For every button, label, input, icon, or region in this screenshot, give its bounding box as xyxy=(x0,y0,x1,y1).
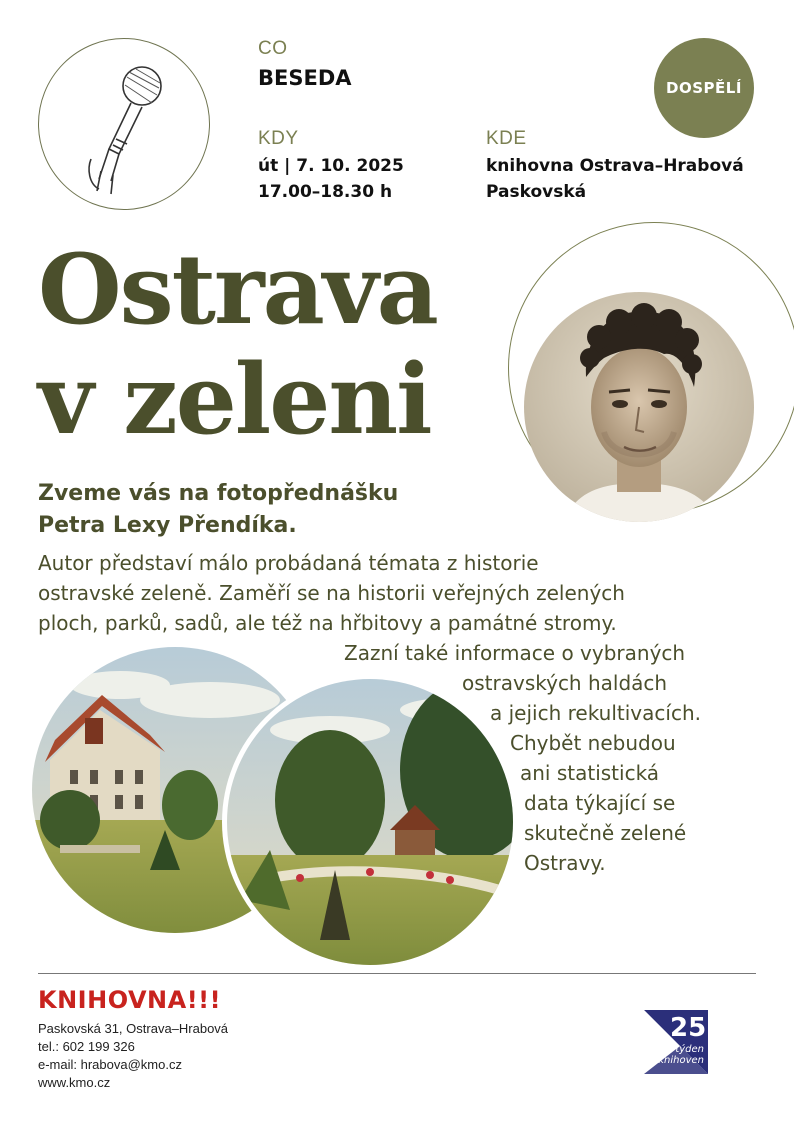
library-brand: KNIHOVNA!!! xyxy=(38,986,222,1014)
logo-number: 25 xyxy=(670,1013,707,1043)
historic-photos xyxy=(30,640,520,970)
intro-line-2: Petra Lexy Přendíka. xyxy=(38,513,297,538)
description-line-8: ani statistická xyxy=(520,761,660,785)
title-line-2: v zeleni xyxy=(38,343,431,456)
description-line-10: skutečně zelené xyxy=(524,821,687,845)
what-value: BESEDA xyxy=(258,66,352,90)
footer-phone: tel.: 602 199 326 xyxy=(38,1039,135,1054)
where-label: KDE xyxy=(486,128,527,149)
footer-email[interactable]: e-mail: hrabova@kmo.cz xyxy=(38,1057,182,1072)
description-line-6: a jejich rekultivacích. xyxy=(490,701,701,725)
when-time: 17.00–18.30 h xyxy=(258,182,393,202)
description-line-4: Zazní také informace o vybraných xyxy=(344,641,686,665)
where-street: Paskovská xyxy=(486,182,587,202)
microphone-badge xyxy=(38,38,210,210)
description-line-7: Chybět nebudou xyxy=(510,731,676,755)
description-line-2: ostravské zeleně. Zaměří se na historii veřejných zelených xyxy=(38,581,625,605)
speaker-portrait xyxy=(524,292,754,522)
what-label: CO xyxy=(258,38,288,59)
when-label: KDY xyxy=(258,128,299,149)
intro-text xyxy=(38,478,398,542)
description-line-9: data týkající se xyxy=(524,791,676,815)
description-line-1: Autor představí málo probádaná témata z historie xyxy=(38,551,539,575)
footer-website[interactable]: www.kmo.cz xyxy=(38,1075,111,1090)
logo-text-line-2: knihoven xyxy=(658,1055,704,1066)
description-line-5: ostravských haldách xyxy=(462,671,668,695)
footer-divider xyxy=(38,973,756,974)
week-of-libraries-logo xyxy=(644,1010,708,1074)
when-date: út | 7. 10. 2025 xyxy=(258,156,404,176)
logo-text-line-1: týden xyxy=(675,1044,704,1055)
footer-address: Paskovská 31, Ostrava–Hrabová xyxy=(38,1021,229,1036)
microphone-icon xyxy=(39,39,209,209)
audience-badge: DOSPĚLÍ xyxy=(654,38,754,138)
where-venue: knihovna Ostrava–Hrabová xyxy=(486,156,744,176)
description-line-11: Ostravy. xyxy=(524,851,606,875)
description-line-3: ploch, parků, sadů, ale též na hřbitovy a památné stromy. xyxy=(38,611,617,635)
title-line-1: Ostrava xyxy=(38,233,437,346)
intro-line-1: Zveme vás na fotopřednášku xyxy=(38,481,399,506)
